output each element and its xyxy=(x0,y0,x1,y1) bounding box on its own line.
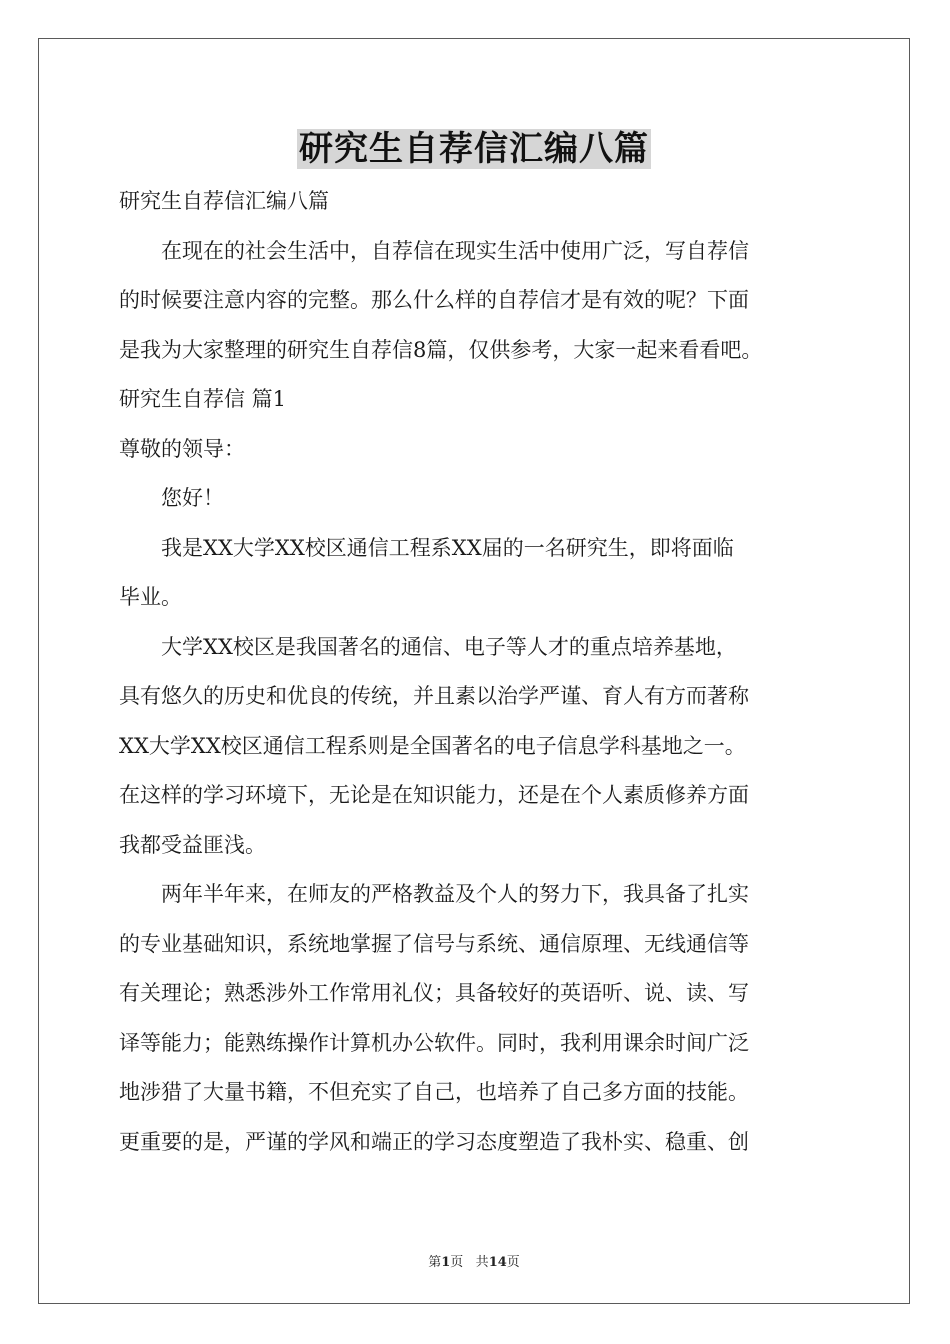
text-line: 我都受益匪浅。 xyxy=(119,832,266,857)
footer-page-suffix: 页 xyxy=(450,1255,464,1270)
text-line: 有关理论；熟悉涉外工作常用礼仪；具备较好的英语听、说、读、写 xyxy=(119,981,749,1005)
text-line: 尊敬的领导： xyxy=(119,436,245,461)
footer-prefix: 第 xyxy=(428,1255,442,1270)
text-line: 具有悠久的历史和优良的传统，并且素以治学严谨、育人有方而著称 xyxy=(119,684,749,708)
text-line: 的专业基础知识，系统地掌握了信号与系统、通信原理、无线通信等 xyxy=(119,931,749,956)
text-line: 研究生自荐信汇编八篇 xyxy=(119,189,329,213)
text-line: 两年半年来，在师友的严格教益及个人的努力下，我具备了扎实 xyxy=(161,882,749,906)
document-page xyxy=(38,38,910,1304)
footer-total-suffix: 页 xyxy=(506,1255,520,1270)
text-line: 是我为大家整理的研究生自荐信8篇，仅供参考，大家一起来看看吧。 xyxy=(119,337,763,362)
page-footer xyxy=(39,1251,909,1270)
document-title: 研究生自荐信汇编八篇 xyxy=(299,129,649,169)
text-line: 大学XX校区是我国著名的通信、电子等人才的重点培养基地， xyxy=(161,634,737,659)
text-line: 在现在的社会生活中，自荐信在现实生活中使用广泛，写自荐信 xyxy=(161,238,749,263)
text-line: 的时候要注意内容的完整。那么什么样的自荐信才是有效的呢？下面 xyxy=(119,288,749,312)
text-line: 研究生自荐信 篇1 xyxy=(119,387,287,411)
document-title-wrap xyxy=(39,129,909,175)
text-line: 您好！ xyxy=(161,486,224,510)
text-line: 更重要的是，严谨的学风和端正的学习态度塑造了我朴实、稳重、创 xyxy=(119,1129,749,1154)
footer-total-prefix: 共 xyxy=(475,1255,489,1270)
footer-total-pages: 14 xyxy=(488,1255,507,1270)
footer-page-number: 1 xyxy=(441,1255,451,1270)
text-line: 地涉猎了大量书籍，不但充实了自己，也培养了自己多方面的技能。 xyxy=(119,1080,749,1104)
text-line: 毕业。 xyxy=(119,585,182,609)
text-line: 译等能力；能熟练操作计算机办公软件。同时，我利用课余时间广泛 xyxy=(119,1030,749,1055)
text-line: 我是XX大学XX校区通信工程系XX届的一名研究生，即将面临 xyxy=(161,535,734,560)
text-line: XX大学XX校区通信工程系则是全国著名的电子信息学科基地之一。 xyxy=(119,733,746,758)
text-line: 在这样的学习环境下，无论是在知识能力，还是在个人素质修养方面 xyxy=(119,783,749,807)
document-body xyxy=(119,177,849,1167)
